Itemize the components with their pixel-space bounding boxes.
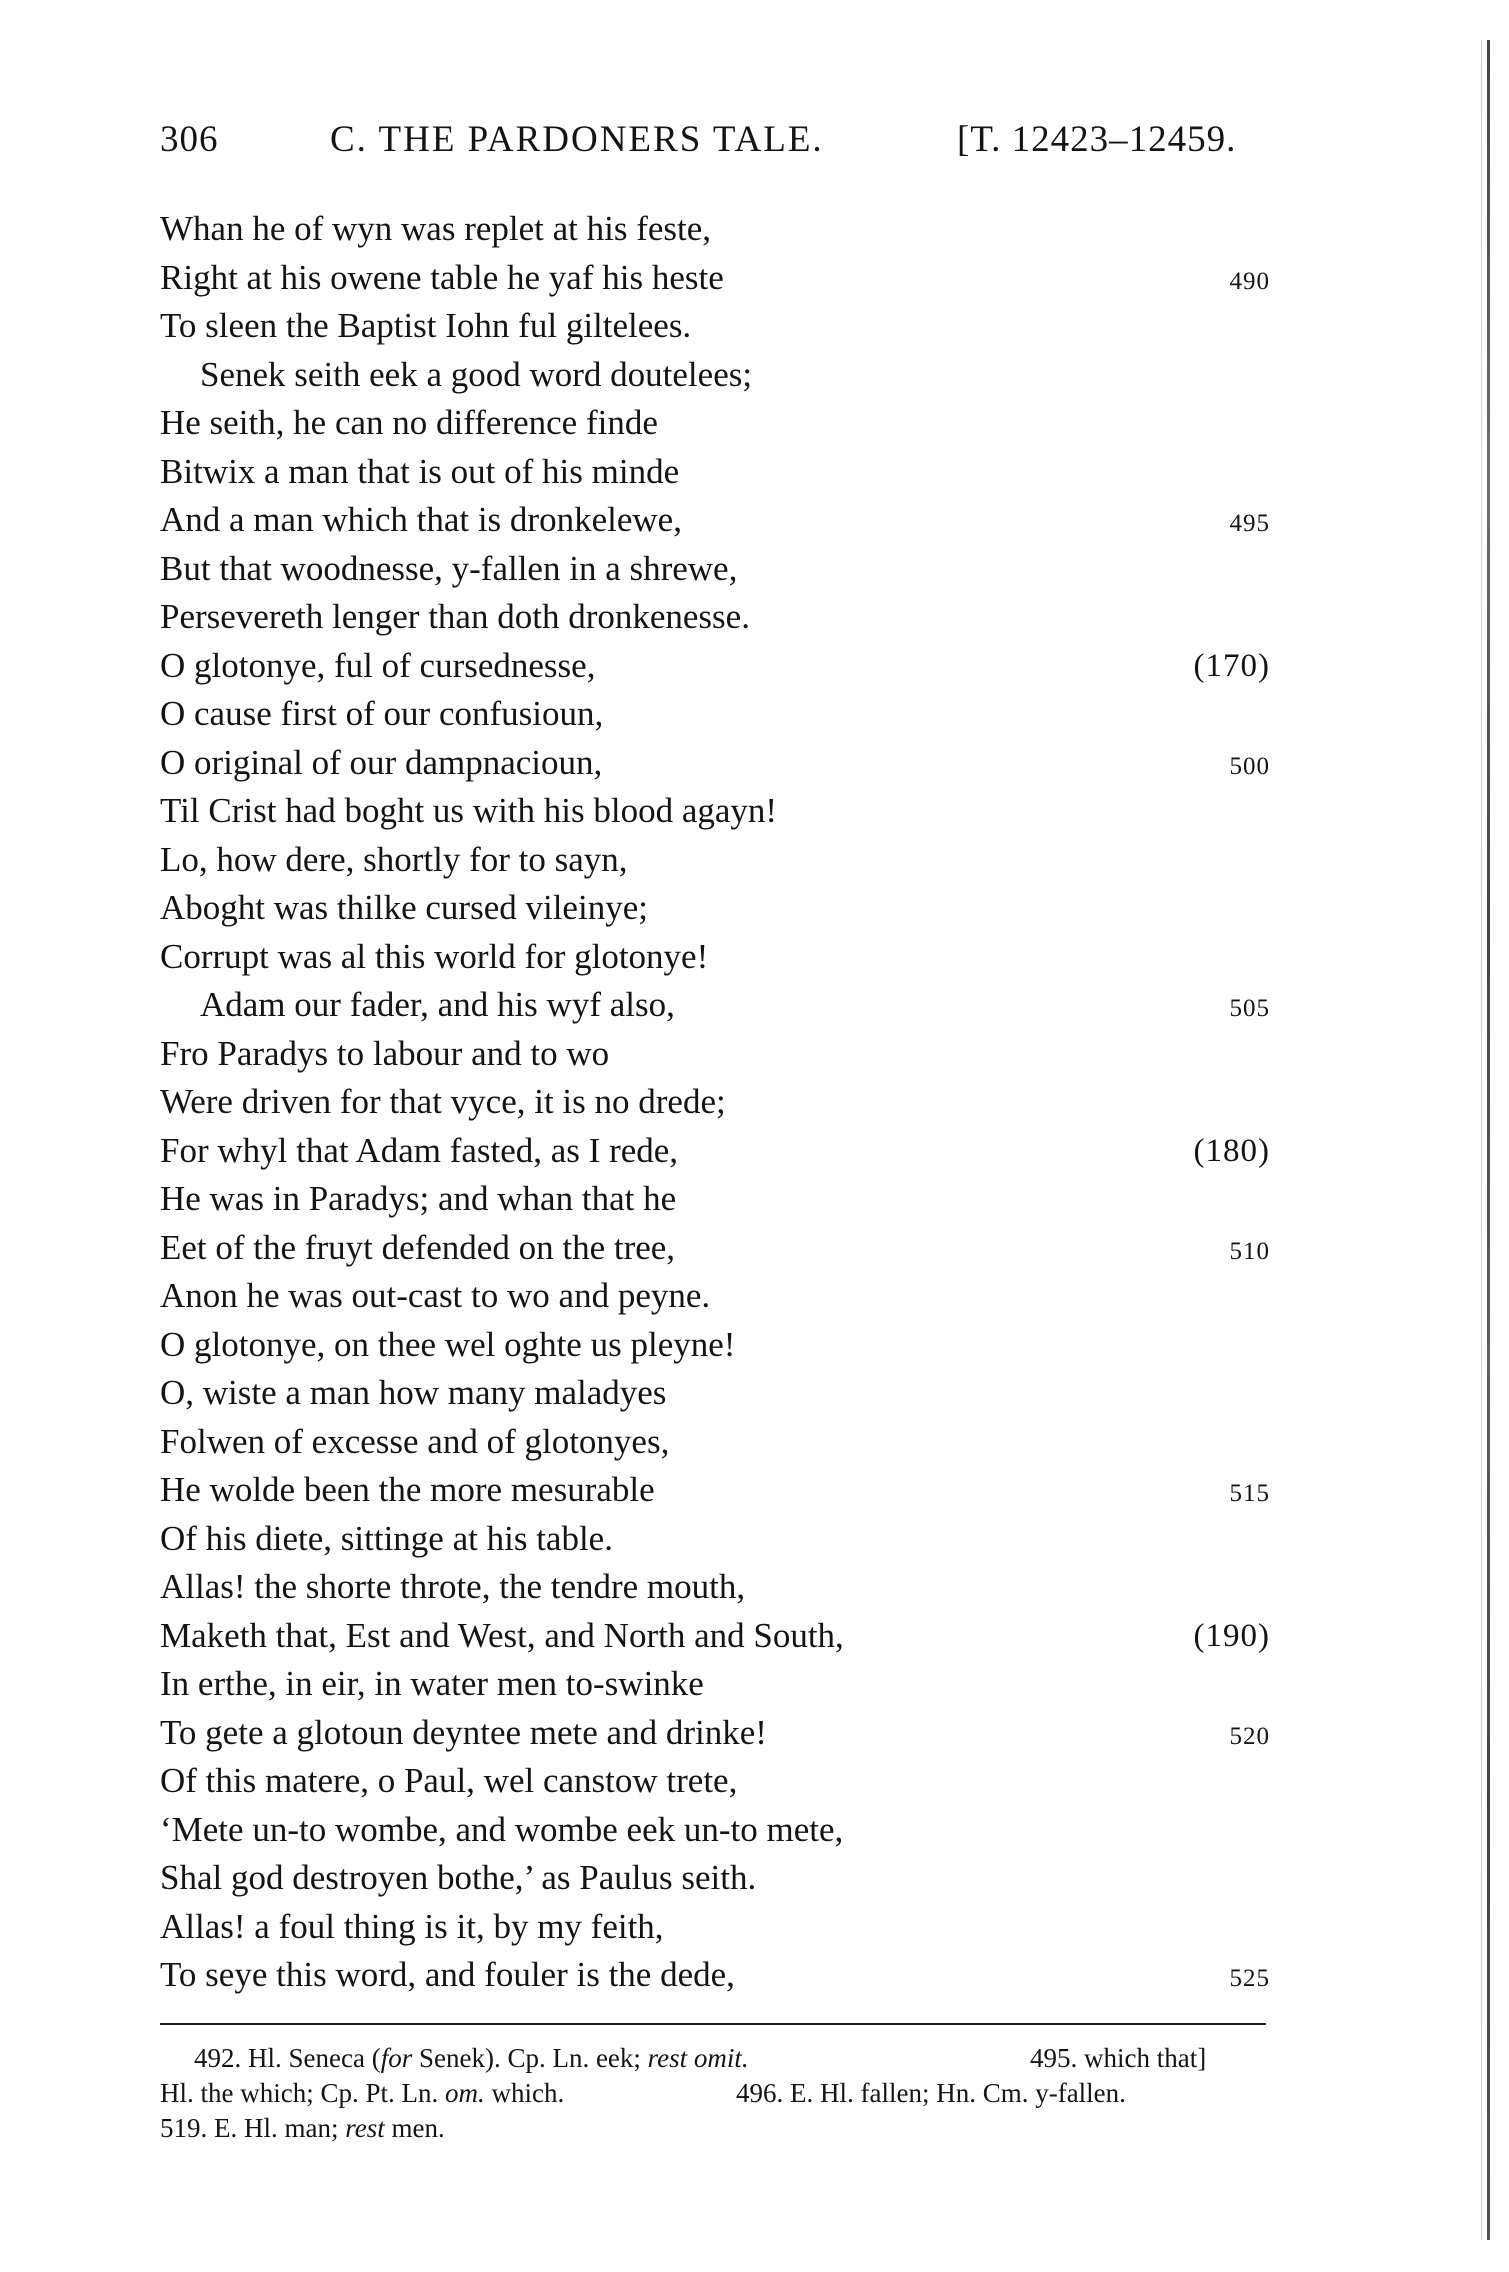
poem-text <box>160 205 1270 2000</box>
verse-line <box>160 205 1270 254</box>
verse-text: Aboght was thilke cursed vileinye; <box>160 888 648 927</box>
verse-line <box>160 1854 1270 1903</box>
line-number: (170) <box>1193 647 1270 684</box>
verse-line <box>160 351 1270 400</box>
footnotes <box>160 2041 1270 2146</box>
verse-text: Bitwix a man that is out of his minde <box>160 451 680 491</box>
line-number: (180) <box>1193 1132 1270 1169</box>
page-edge-shadow <box>1481 40 1482 2240</box>
verse-text: Fro Paradys to labour and to wo <box>160 1033 610 1073</box>
verse-line <box>160 1321 1270 1370</box>
verse-text: Til Crist had boght us with his blood agayn! <box>160 791 778 830</box>
verse-text: O glotonye, ful of cursednesse, <box>160 645 596 685</box>
verse-line <box>160 1757 1270 1806</box>
verse-text: ‘Mete un-to wombe, and wombe eek un-to mete, <box>160 1809 844 1849</box>
footnote-519: 519. E. Hl. man; rest men. <box>160 2113 445 2143</box>
line-number: 510 <box>1229 1237 1270 1265</box>
verse-text: For whyl that Adam fasted, as I rede, <box>160 1130 679 1170</box>
verse-text: Of this matere, o Paul, wel canstow trete, <box>160 1761 738 1800</box>
verse-text: Were driven for that vyce, it is no drede; <box>160 1082 726 1121</box>
verse-line <box>160 1224 1270 1273</box>
verse-line <box>160 448 1270 497</box>
verse-text: Senek seith eek a good word doutelees; <box>200 354 753 394</box>
verse-line <box>160 642 1270 691</box>
line-number: 505 <box>1229 995 1270 1022</box>
verse-text: Lo, how dere, shortly for to sayn, <box>160 839 628 879</box>
line-number: 520 <box>1229 1722 1270 1750</box>
verse-text: And a man which that is dronkelewe, <box>160 500 682 539</box>
footnote-line <box>160 2076 1270 2111</box>
verse-line <box>160 787 1270 836</box>
footnote-495-cont: Hl. the which; Cp. Pt. Ln. om. which. <box>160 2078 565 2108</box>
verse-line <box>160 302 1270 351</box>
verse-text: O glotonye, on thee wel oghte us pleyne! <box>160 1324 736 1364</box>
verse-text: To seye this word, and fouler is the dede, <box>160 1955 735 1994</box>
verse-line <box>160 1903 1270 1952</box>
line-number: (190) <box>1193 1617 1270 1654</box>
verse-text: O original of our dampnacioun, <box>160 742 603 782</box>
page-title: C. THE PARDONERS TALE. <box>330 119 824 160</box>
verse-text: Corrupt was al this world for glotonye! <box>160 936 709 976</box>
verse-text: Anon he was out-cast to wo and peyne. <box>160 1276 711 1315</box>
verse-line <box>160 1030 1270 1079</box>
verse-text: O, wiste a man how many maladyes <box>160 1373 667 1412</box>
verse-line <box>160 981 1270 1030</box>
verse-line <box>160 1127 1270 1176</box>
verse-line <box>160 496 1270 545</box>
verse-line <box>160 884 1270 933</box>
verse-text: In erthe, in eir, in water men to-swinke <box>160 1664 704 1703</box>
verse-text: Allas! a foul thing is it, by my feith, <box>160 1906 664 1946</box>
verse-line <box>160 1175 1270 1224</box>
verse-text: Persevereth lenger than doth dronkenesse. <box>160 597 750 636</box>
verse-line <box>160 933 1270 982</box>
verse-text: Eet of the fruyt defended on the tree, <box>160 1227 676 1267</box>
verse-text: He wolde been the more mesurable <box>160 1470 655 1509</box>
line-number: 515 <box>1229 1480 1270 1507</box>
verse-text: Maketh that, Est and West, and North and South, <box>160 1615 844 1655</box>
verse-line <box>160 1709 1270 1758</box>
verse-line <box>160 836 1270 885</box>
verse-text: He was in Paradys; and whan that he <box>160 1179 677 1218</box>
verse-line <box>160 1369 1270 1418</box>
footnote-divider <box>160 2023 1266 2025</box>
verse-text: To sleen the Baptist Iohn ful giltelees. <box>160 306 692 345</box>
line-number: 495 <box>1229 510 1270 537</box>
verse-line <box>160 1466 1270 1515</box>
verse-line <box>160 739 1270 788</box>
verse-text: Shal god destroyen bothe,’ as Paulus seith. <box>160 1858 757 1897</box>
verse-text: Whan he of wyn was replet at his feste, <box>160 209 712 248</box>
verse-text: Allas! the shorte throte, the tendre mouth, <box>160 1567 746 1606</box>
verse-text: But that woodnesse, y-fallen in a shrewe, <box>160 548 738 588</box>
verse-text: To gete a glotoun deyntee mete and drinke! <box>160 1712 767 1752</box>
verse-line <box>160 254 1270 303</box>
footnote-492: 492. Hl. Seneca (for Senek). Cp. Ln. eek; rest omit. <box>194 2043 749 2073</box>
line-number: 490 <box>1229 267 1270 295</box>
verse-text: Adam our fader, and his wyf also, <box>200 985 675 1024</box>
page-edge-line <box>1487 40 1490 2240</box>
line-number: 525 <box>1229 1965 1270 1992</box>
verse-line <box>160 1806 1270 1855</box>
verse-line <box>160 1612 1270 1661</box>
verse-line <box>160 1418 1270 1467</box>
verse-text: Of his diete, sittinge at his table. <box>160 1518 613 1558</box>
verse-line <box>160 1078 1270 1127</box>
line-number: 500 <box>1229 752 1270 780</box>
verse-line <box>160 690 1270 739</box>
verse-text: Right at his owene table he yaf his heste <box>160 257 724 297</box>
footnote-line <box>160 2111 1270 2146</box>
footnote-line <box>160 2041 1270 2076</box>
verse-line <box>160 1515 1270 1564</box>
verse-line <box>160 1951 1270 2000</box>
footnote-495: 495. which that] <box>1030 2043 1207 2073</box>
verse-line <box>160 1660 1270 1709</box>
verse-line <box>160 1563 1270 1612</box>
line-range: [T. 12423–12459. <box>957 119 1237 160</box>
verse-text: He seith, he can no difference finde <box>160 403 658 442</box>
running-head <box>160 118 1260 168</box>
verse-line <box>160 545 1270 594</box>
footnote-496: 496. E. Hl. fallen; Hn. Cm. y-fallen. <box>736 2078 1126 2108</box>
verse-line <box>160 399 1270 448</box>
page-number: 306 <box>160 119 219 160</box>
verse-text: O cause first of our confusioun, <box>160 694 604 733</box>
verse-line <box>160 593 1270 642</box>
verse-text: Folwen of excesse and of glotonyes, <box>160 1421 670 1461</box>
verse-line <box>160 1272 1270 1321</box>
